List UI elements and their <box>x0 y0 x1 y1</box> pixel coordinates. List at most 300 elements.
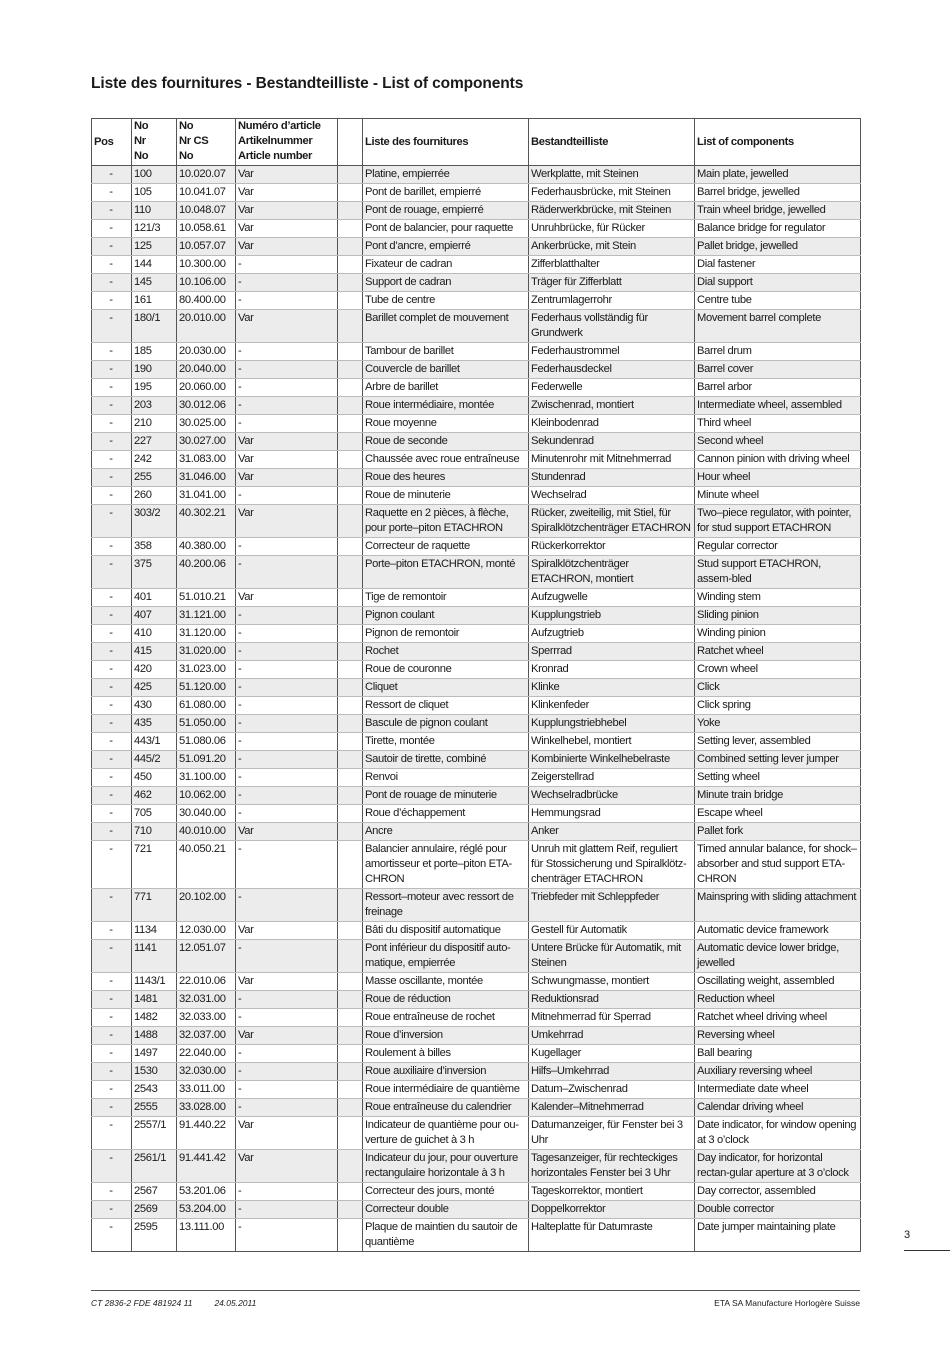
cell-no: 407 <box>132 607 177 625</box>
table-row <box>92 805 861 823</box>
table-row <box>92 733 861 751</box>
cell-no: 430 <box>132 697 177 715</box>
cell-french: Raquette en 2 pièces, à flèche, pour porte–piton ETACHRON <box>363 505 529 538</box>
cell-french: Pignon coulant <box>363 607 529 625</box>
cell-no-cs: 91.440.22 <box>177 1117 236 1150</box>
cell-french: Rochet <box>363 643 529 661</box>
cell-no-cs: 30.012.06 <box>177 397 236 415</box>
cell-no-cs: 30.040.00 <box>177 805 236 823</box>
cell-pos: - <box>92 661 132 679</box>
cell-english: Stud support ETACHRON, assem-bled <box>695 556 861 589</box>
cell-french: Roue de seconde <box>363 433 529 451</box>
cell-french: Roue d’échappement <box>363 805 529 823</box>
cell-spacer <box>338 451 363 469</box>
cell-article-number: - <box>236 991 338 1009</box>
cell-spacer <box>338 1045 363 1063</box>
cell-spacer <box>338 769 363 787</box>
table-row <box>92 379 861 397</box>
cell-english: Ratchet wheel <box>695 643 861 661</box>
cell-german: Hemmungsrad <box>529 805 695 823</box>
cell-no: 121/3 <box>132 220 177 238</box>
cell-german: Rückerkorrektor <box>529 538 695 556</box>
cell-article-number: Var <box>236 184 338 202</box>
cell-no-cs: 20.010.00 <box>177 310 236 343</box>
cell-no-cs: 20.040.00 <box>177 361 236 379</box>
cell-pos: - <box>92 1150 132 1183</box>
cell-pos: - <box>92 1081 132 1099</box>
cell-german: Anker <box>529 823 695 841</box>
cell-no-cs: 40.010.00 <box>177 823 236 841</box>
cell-german: Doppelkorrektor <box>529 1201 695 1219</box>
cell-german: Datumanzeiger, für Fenster bei 3 Uhr <box>529 1117 695 1150</box>
table-row <box>92 238 861 256</box>
cell-french: Sautoir de tirette, combiné <box>363 751 529 769</box>
table-row <box>92 715 861 733</box>
cell-no-cs: 33.011.00 <box>177 1081 236 1099</box>
cell-spacer <box>338 292 363 310</box>
cell-article-number: - <box>236 1183 338 1201</box>
cell-no-cs: 31.121.00 <box>177 607 236 625</box>
cell-french: Roue de minuterie <box>363 487 529 505</box>
cell-no-cs: 31.046.00 <box>177 469 236 487</box>
header-spacer <box>338 119 363 166</box>
cell-german: Zeigerstellrad <box>529 769 695 787</box>
table-row <box>92 1081 861 1099</box>
cell-pos: - <box>92 433 132 451</box>
cell-german: Stundenrad <box>529 469 695 487</box>
cell-article-number: - <box>236 841 338 889</box>
cell-no: 1143/1 <box>132 973 177 991</box>
table-row <box>92 343 861 361</box>
cell-german: Federwelle <box>529 379 695 397</box>
cell-spacer <box>338 607 363 625</box>
cell-spacer <box>338 469 363 487</box>
cell-pos: - <box>92 589 132 607</box>
table-row <box>92 1063 861 1081</box>
cell-no: 425 <box>132 679 177 697</box>
cell-german: Zwischenrad, montiert <box>529 397 695 415</box>
cell-german: Wechselradbrücke <box>529 787 695 805</box>
cell-french: Pont d’ancre, empierré <box>363 238 529 256</box>
header-no: No Nr No <box>132 119 177 166</box>
cell-no-cs: 40.380.00 <box>177 538 236 556</box>
cell-pos: - <box>92 1009 132 1027</box>
cell-article-number: - <box>236 538 338 556</box>
cell-english: Main plate, jewelled <box>695 166 861 184</box>
cell-no: 462 <box>132 787 177 805</box>
cell-no-cs: 51.080.06 <box>177 733 236 751</box>
cell-no-cs: 12.030.00 <box>177 922 236 940</box>
table-row <box>92 607 861 625</box>
cell-english: Automatic device lower bridge, jewelled <box>695 940 861 973</box>
cell-pos: - <box>92 238 132 256</box>
cell-english: Click <box>695 679 861 697</box>
table-row <box>92 415 861 433</box>
cell-spacer <box>338 184 363 202</box>
footer-date: 24.05.2011 <box>214 1298 257 1308</box>
cell-article-number: - <box>236 1063 338 1081</box>
cell-english: Day corrector, assembled <box>695 1183 861 1201</box>
cell-german: Datum–Zwischenrad <box>529 1081 695 1099</box>
cell-no-cs: 80.400.00 <box>177 292 236 310</box>
cell-pos: - <box>92 469 132 487</box>
cell-english: Hour wheel <box>695 469 861 487</box>
cell-pos: - <box>92 787 132 805</box>
cell-spacer <box>338 310 363 343</box>
cell-german: Unruhbrücke, für Rücker <box>529 220 695 238</box>
cell-no: 420 <box>132 661 177 679</box>
cell-spacer <box>338 202 363 220</box>
table-row <box>92 433 861 451</box>
cell-no-cs: 20.030.00 <box>177 343 236 361</box>
cell-article-number: - <box>236 607 338 625</box>
cell-no-cs: 31.020.00 <box>177 643 236 661</box>
cell-no: 2555 <box>132 1099 177 1117</box>
cell-german: Gestell für Automatik <box>529 922 695 940</box>
cell-no: 2595 <box>132 1219 177 1252</box>
cell-pos: - <box>92 415 132 433</box>
table-row <box>92 487 861 505</box>
cell-no-cs: 33.028.00 <box>177 1099 236 1117</box>
header-no-cs: No Nr CS No <box>177 119 236 166</box>
page-number-rule <box>904 1250 950 1251</box>
cell-spacer <box>338 1219 363 1252</box>
cell-german: Klinkenfeder <box>529 697 695 715</box>
cell-pos: - <box>92 841 132 889</box>
cell-french: Platine, empierrée <box>363 166 529 184</box>
components-table <box>91 118 861 1252</box>
cell-french: Indicateur du jour, pour ouverture rectangulaire horizontale à 3 h <box>363 1150 529 1183</box>
cell-german: Sperrrad <box>529 643 695 661</box>
cell-german: Minutenrohr mit Mitnehmerrad <box>529 451 695 469</box>
header-english: List of components <box>695 119 861 166</box>
cell-french: Pont de balancier, pour raquette <box>363 220 529 238</box>
cell-english: Double corrector <box>695 1201 861 1219</box>
table-body <box>92 166 861 1252</box>
cell-french: Roue auxiliaire d’inversion <box>363 1063 529 1081</box>
cell-no-cs: 10.062.00 <box>177 787 236 805</box>
cell-article-number: Var <box>236 451 338 469</box>
cell-article-number: Var <box>236 1117 338 1150</box>
cell-pos: - <box>92 991 132 1009</box>
cell-article-number: - <box>236 751 338 769</box>
header-article-number: Numéro d’article Artikelnummer Article number <box>236 119 338 166</box>
cell-english: Cannon pinion with driving wheel <box>695 451 861 469</box>
cell-article-number: Var <box>236 238 338 256</box>
cell-german: Winkelhebel, montiert <box>529 733 695 751</box>
cell-german: Tagesanzeiger, für rechteckiges horizontales Fenster bei 3 Uhr <box>529 1150 695 1183</box>
cell-pos: - <box>92 487 132 505</box>
cell-spacer <box>338 823 363 841</box>
cell-english: Ball bearing <box>695 1045 861 1063</box>
cell-english: Intermediate wheel, assembled <box>695 397 861 415</box>
cell-french: Roue intermédiaire, montée <box>363 397 529 415</box>
cell-pos: - <box>92 1099 132 1117</box>
table-row <box>92 991 861 1009</box>
cell-french: Fixateur de cadran <box>363 256 529 274</box>
cell-french: Correcteur des jours, monté <box>363 1183 529 1201</box>
cell-no: 410 <box>132 625 177 643</box>
cell-english: Centre tube <box>695 292 861 310</box>
cell-no: 145 <box>132 274 177 292</box>
cell-spacer <box>338 1081 363 1099</box>
cell-article-number: - <box>236 787 338 805</box>
table-row <box>92 184 861 202</box>
table-row <box>92 1117 861 1150</box>
table-row <box>92 661 861 679</box>
cell-spacer <box>338 733 363 751</box>
cell-english: Dial fastener <box>695 256 861 274</box>
cell-english: Train wheel bridge, jewelled <box>695 202 861 220</box>
cell-no-cs: 10.057.07 <box>177 238 236 256</box>
table-row <box>92 679 861 697</box>
table-row <box>92 1219 861 1252</box>
table-row <box>92 556 861 589</box>
cell-no: 161 <box>132 292 177 310</box>
cell-spacer <box>338 679 363 697</box>
page-number: 3 <box>904 1229 911 1241</box>
cell-french: Roue entraîneuse du calendrier <box>363 1099 529 1117</box>
header-pos: Pos <box>92 119 132 166</box>
cell-german: Aufzugtrieb <box>529 625 695 643</box>
cell-english: Minute wheel <box>695 487 861 505</box>
cell-no-cs: 22.010.06 <box>177 973 236 991</box>
footer-doc-ref: CT 2836-2 FDE 481924 11 <box>91 1298 193 1308</box>
cell-article-number: - <box>236 889 338 922</box>
cell-french: Couvercle de barillet <box>363 361 529 379</box>
cell-german: Spiralklötzchenträger ETACHRON, montiert <box>529 556 695 589</box>
cell-spacer <box>338 715 363 733</box>
cell-english: Reduction wheel <box>695 991 861 1009</box>
cell-article-number: - <box>236 679 338 697</box>
cell-no-cs: 31.100.00 <box>177 769 236 787</box>
cell-german: Träger für Zifferblatt <box>529 274 695 292</box>
cell-pos: - <box>92 973 132 991</box>
cell-pos: - <box>92 274 132 292</box>
cell-spacer <box>338 661 363 679</box>
cell-no-cs: 31.023.00 <box>177 661 236 679</box>
table-row <box>92 889 861 922</box>
cell-spacer <box>338 889 363 922</box>
cell-french: Bascule de pignon coulant <box>363 715 529 733</box>
cell-no: 445/2 <box>132 751 177 769</box>
cell-pos: - <box>92 679 132 697</box>
cell-german: Kupplungstriebhebel <box>529 715 695 733</box>
cell-spacer <box>338 505 363 538</box>
cell-article-number: Var <box>236 1027 338 1045</box>
table-row <box>92 292 861 310</box>
table-row <box>92 1009 861 1027</box>
cell-no-cs: 10.048.07 <box>177 202 236 220</box>
cell-german: Federhaus vollständig für Grundwerk <box>529 310 695 343</box>
cell-no: 401 <box>132 589 177 607</box>
cell-no-cs: 31.041.00 <box>177 487 236 505</box>
cell-pos: - <box>92 1219 132 1252</box>
cell-no: 125 <box>132 238 177 256</box>
cell-no: 358 <box>132 538 177 556</box>
cell-no: 435 <box>132 715 177 733</box>
cell-no: 1141 <box>132 940 177 973</box>
cell-no-cs: 10.300.00 <box>177 256 236 274</box>
cell-no-cs: 32.037.00 <box>177 1027 236 1045</box>
table-row <box>92 973 861 991</box>
cell-no: 227 <box>132 433 177 451</box>
cell-french: Roulement à billes <box>363 1045 529 1063</box>
cell-no: 1488 <box>132 1027 177 1045</box>
cell-pos: - <box>92 625 132 643</box>
cell-french: Roue de réduction <box>363 991 529 1009</box>
cell-spacer <box>338 991 363 1009</box>
cell-pos: - <box>92 220 132 238</box>
cell-german: Tageskorrektor, montiert <box>529 1183 695 1201</box>
cell-english: Balance bridge for regulator <box>695 220 861 238</box>
cell-german: Kupplungstrieb <box>529 607 695 625</box>
cell-spacer <box>338 1117 363 1150</box>
cell-pos: - <box>92 733 132 751</box>
cell-english: Reversing wheel <box>695 1027 861 1045</box>
cell-spacer <box>338 415 363 433</box>
cell-no: 1481 <box>132 991 177 1009</box>
cell-french: Ressort de cliquet <box>363 697 529 715</box>
table-row <box>92 538 861 556</box>
cell-pos: - <box>92 379 132 397</box>
cell-english: Dial support <box>695 274 861 292</box>
cell-french: Correcteur de raquette <box>363 538 529 556</box>
cell-no: 2561/1 <box>132 1150 177 1183</box>
cell-english: Date indicator, for window opening at 3 o’clock <box>695 1117 861 1150</box>
cell-article-number: - <box>236 643 338 661</box>
table-row <box>92 1045 861 1063</box>
cell-spacer <box>338 940 363 973</box>
cell-article-number: - <box>236 415 338 433</box>
cell-article-number: - <box>236 292 338 310</box>
cell-german: Kalender–Mitnehmerrad <box>529 1099 695 1117</box>
cell-article-number: - <box>236 697 338 715</box>
cell-pos: - <box>92 889 132 922</box>
table-row <box>92 751 861 769</box>
cell-german: Federhaustrommel <box>529 343 695 361</box>
cell-no: 1530 <box>132 1063 177 1081</box>
cell-pos: - <box>92 769 132 787</box>
cell-no: 2543 <box>132 1081 177 1099</box>
table-row <box>92 220 861 238</box>
cell-no-cs: 40.050.21 <box>177 841 236 889</box>
cell-french: Pont de barillet, empierré <box>363 184 529 202</box>
cell-english: Setting lever, assembled <box>695 733 861 751</box>
cell-french: Support de cadran <box>363 274 529 292</box>
cell-english: Ratchet wheel driving wheel <box>695 1009 861 1027</box>
cell-english: Oscillating weight, assembled <box>695 973 861 991</box>
cell-pos: - <box>92 697 132 715</box>
cell-english: Third wheel <box>695 415 861 433</box>
cell-pos: - <box>92 643 132 661</box>
cell-no-cs: 51.091.20 <box>177 751 236 769</box>
footer-divider <box>91 1290 860 1291</box>
cell-spacer <box>338 343 363 361</box>
cell-article-number: - <box>236 769 338 787</box>
cell-english: Date jumper maintaining plate <box>695 1219 861 1252</box>
cell-french: Tige de remontoir <box>363 589 529 607</box>
cell-french: Barillet complet de mouvement <box>363 310 529 343</box>
cell-pos: - <box>92 202 132 220</box>
cell-pos: - <box>92 343 132 361</box>
cell-article-number: - <box>236 715 338 733</box>
cell-german: Halteplatte für Datumraste <box>529 1219 695 1252</box>
cell-article-number: - <box>236 556 338 589</box>
cell-no-cs: 20.102.00 <box>177 889 236 922</box>
cell-no-cs: 31.120.00 <box>177 625 236 643</box>
cell-spacer <box>338 922 363 940</box>
cell-french: Tube de centre <box>363 292 529 310</box>
cell-article-number: Var <box>236 310 338 343</box>
cell-english: Crown wheel <box>695 661 861 679</box>
cell-spacer <box>338 274 363 292</box>
cell-french: Masse oscillante, montée <box>363 973 529 991</box>
cell-english: Minute train bridge <box>695 787 861 805</box>
cell-article-number: - <box>236 733 338 751</box>
cell-no: 710 <box>132 823 177 841</box>
table-row <box>92 787 861 805</box>
cell-pos: - <box>92 184 132 202</box>
cell-article-number: - <box>236 343 338 361</box>
cell-german: Unruh mit glattem Reif, reguliert für Stossicherung und Spiralklötz-chenträger ETACHRON <box>529 841 695 889</box>
cell-french: Pont de rouage, empierré <box>363 202 529 220</box>
cell-no-cs: 10.058.61 <box>177 220 236 238</box>
cell-french: Ancre <box>363 823 529 841</box>
cell-article-number: - <box>236 1081 338 1099</box>
cell-french: Ressort–moteur avec ressort de freinage <box>363 889 529 922</box>
cell-french: Correcteur double <box>363 1201 529 1219</box>
cell-pos: - <box>92 1201 132 1219</box>
cell-no-cs: 32.030.00 <box>177 1063 236 1081</box>
cell-no: 242 <box>132 451 177 469</box>
cell-german: Klinke <box>529 679 695 697</box>
cell-english: Winding stem <box>695 589 861 607</box>
cell-english: Movement barrel complete <box>695 310 861 343</box>
cell-no: 260 <box>132 487 177 505</box>
cell-no-cs: 10.020.07 <box>177 166 236 184</box>
table-row <box>92 1201 861 1219</box>
cell-article-number: - <box>236 361 338 379</box>
cell-french: Roue d’inversion <box>363 1027 529 1045</box>
table-row <box>92 1183 861 1201</box>
cell-no-cs: 10.106.00 <box>177 274 236 292</box>
cell-spacer <box>338 625 363 643</box>
cell-pos: - <box>92 310 132 343</box>
cell-french: Bâti du dispositif automatique <box>363 922 529 940</box>
cell-article-number: - <box>236 1099 338 1117</box>
table-row <box>92 823 861 841</box>
cell-french: Arbre de barillet <box>363 379 529 397</box>
table-row <box>92 1099 861 1117</box>
cell-article-number: - <box>236 256 338 274</box>
cell-spacer <box>338 379 363 397</box>
cell-french: Chaussée avec roue entraîneuse <box>363 451 529 469</box>
cell-no: 2567 <box>132 1183 177 1201</box>
cell-french: Roue moyenne <box>363 415 529 433</box>
cell-no: 721 <box>132 841 177 889</box>
page-title: Liste des fournitures - Bestandteilliste - List of components <box>91 75 524 92</box>
cell-spacer <box>338 1063 363 1081</box>
table-row <box>92 505 861 538</box>
cell-no: 185 <box>132 343 177 361</box>
cell-no-cs: 32.031.00 <box>177 991 236 1009</box>
cell-no-cs: 32.033.00 <box>177 1009 236 1027</box>
cell-pos: - <box>92 538 132 556</box>
cell-english: Barrel drum <box>695 343 861 361</box>
cell-spacer <box>338 643 363 661</box>
table-row <box>92 274 861 292</box>
